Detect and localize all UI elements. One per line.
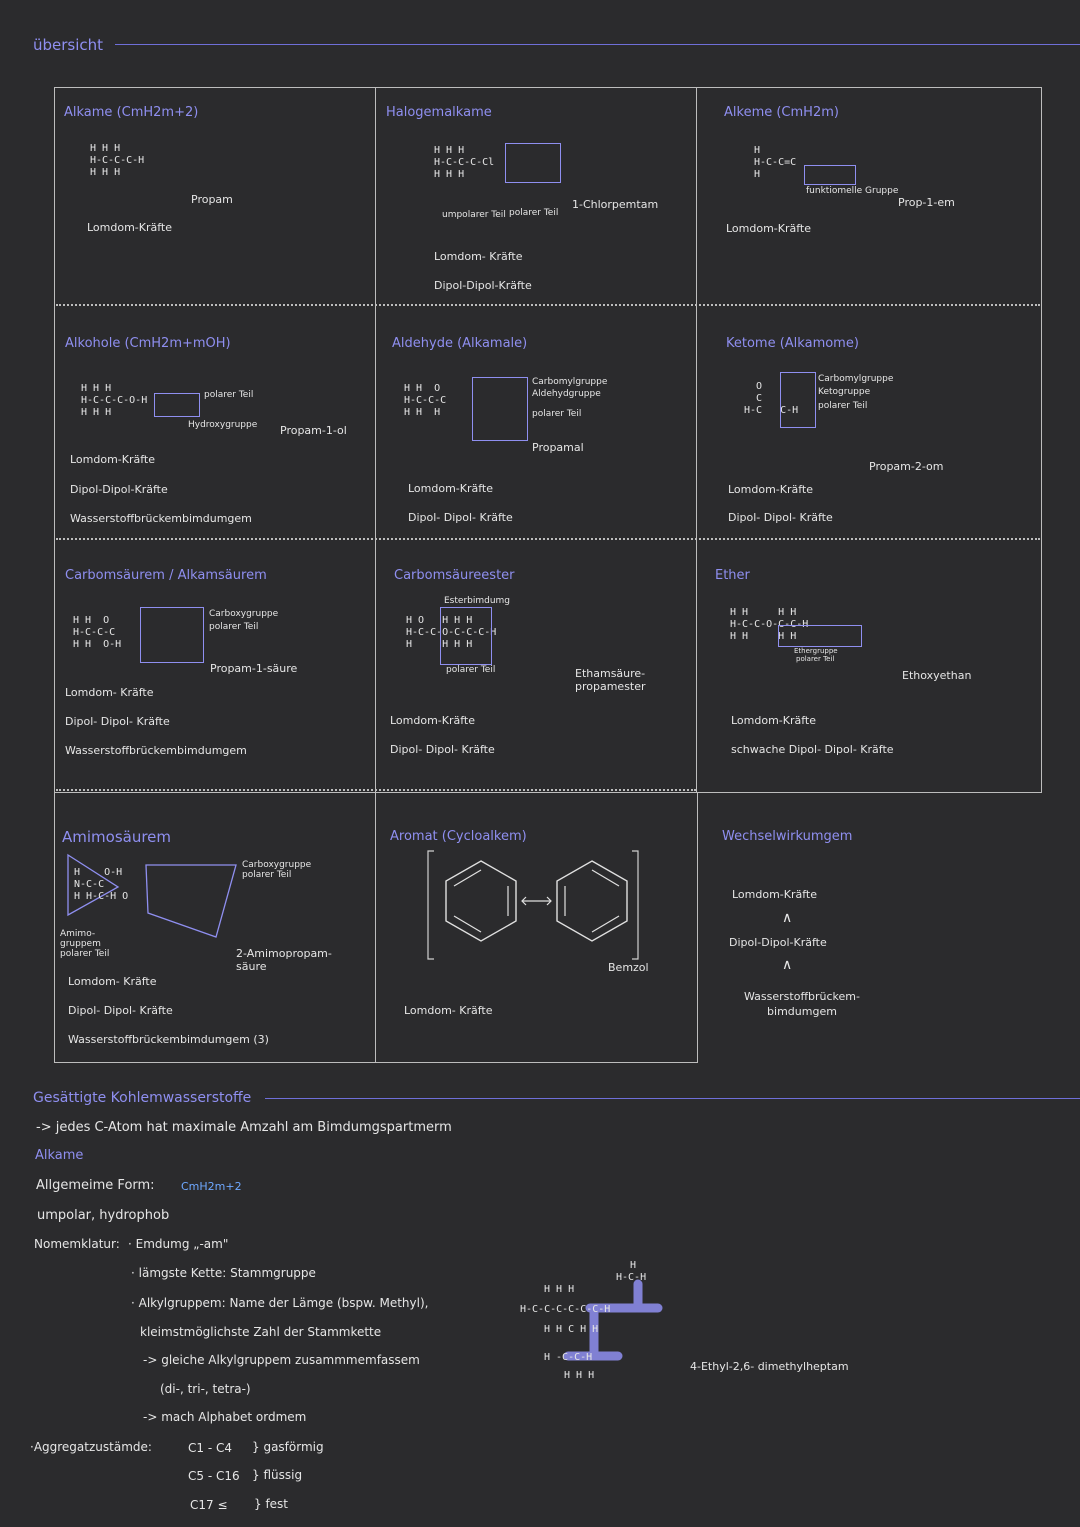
cell-title: Aldehyde (Alkamale)	[392, 336, 528, 351]
compound-name: Propam	[191, 193, 233, 206]
force-item: Dipol- Dipol- Kräfte	[68, 1004, 173, 1017]
compound-name: Prop-1-em	[898, 196, 955, 209]
aldehyde-group-note: Aldehydgruppe	[532, 389, 601, 399]
structure-formula: H O-H N-C-C H H-C-H O	[74, 867, 129, 902]
svg-text:H-C-C-C-C-C-C-H: H-C-C-C-C-C-C-H	[520, 1304, 611, 1315]
section-subtitle: Alkame	[35, 1148, 84, 1163]
cell-title: Amimosäurem	[62, 828, 172, 846]
nomenclature-rule: (di-, tri-, tetra-)	[160, 1382, 251, 1396]
overview-title: übersicht	[33, 36, 104, 54]
cell-title: Ketome (Alkamome)	[726, 336, 859, 351]
cell-title: Carbomsäurem / Alkamsäurem	[65, 568, 267, 583]
carbonyl-note: Carbomylgruppe	[818, 374, 894, 384]
compound-name: 2-Amimopropam-säure	[236, 947, 332, 973]
compound-name: 1-Chlorpemtam	[572, 198, 659, 211]
polar-note: polarer Teil	[818, 401, 868, 411]
aggregate-range: C5 - C16	[188, 1469, 240, 1483]
structure-formula: H H O H-C-C-C H H O-H	[73, 615, 122, 650]
cell-title: Alkeme (CmH2m)	[724, 105, 839, 120]
svg-text:H H H: H H H	[564, 1370, 595, 1381]
grid-vline-2	[696, 87, 697, 793]
structure-formula: H H H H-C-C-C-Cl H H H	[434, 145, 495, 180]
aggregate-state: } gasförmig	[252, 1440, 324, 1454]
overview-rule	[115, 44, 1080, 45]
polar-part-box	[440, 607, 492, 665]
polar-note: polarer Teil	[796, 655, 835, 663]
polar-note: polarer Teil	[209, 622, 259, 632]
section-line: -> jedes C-Atom hat maximale Amzahl am Bimdumgspartmerm	[36, 1120, 452, 1135]
force-item: Dipol-Dipol-Kräfte	[70, 483, 168, 496]
polar-part-box	[154, 393, 200, 417]
carboxy-group-shape	[142, 861, 242, 941]
force-item: Lomdom- Kräfte	[434, 250, 523, 263]
compound-name: Propamal	[532, 441, 584, 454]
structure-formula: H H H H-C-C-C-H H H H	[90, 143, 145, 178]
nomenclature-rule: · Emdumg „-am"	[128, 1237, 229, 1251]
force-item: Wasserstoffbrückembimdumgem (3)	[68, 1033, 269, 1046]
force-item: Dipol-Dipol-Kräfte	[434, 279, 532, 292]
force-item: Dipol- Dipol- Kräfte	[65, 715, 170, 728]
force-item: Lomdom-Kräfte	[87, 221, 173, 234]
carboxy-note: Carboxygruppe	[209, 609, 279, 619]
compound-name: Propam-1-ol	[280, 424, 347, 437]
force-item: Lomdom- Kräfte	[68, 975, 157, 988]
polar-note: polarer Teil	[446, 665, 496, 675]
nomenclature-rule: · Alkylgruppem: Name der Lämge (bspw. Methyl),	[131, 1296, 429, 1310]
structure-formula: O C H-C C-H	[744, 381, 799, 416]
grid-vline-1	[375, 87, 376, 1063]
force-item: Lomdom-Kräfte	[70, 453, 156, 466]
svg-text:H H H: H H H	[544, 1284, 575, 1295]
force-item: Lomdom-Kräfte	[728, 483, 814, 496]
overview-grid	[54, 87, 1042, 1063]
svg-text:H H C H H: H H C H H	[544, 1324, 599, 1335]
interaction-item: Wasserstoffbrückem-bimdumgem	[744, 990, 860, 1018]
cell-title: Alkohole (CmH2m+mOH)	[65, 336, 231, 351]
force-item: Lomdom- Kräfte	[65, 686, 154, 699]
compound-name: Ethoxyethan	[902, 669, 972, 682]
aggregate-state: } flüssig	[252, 1468, 303, 1482]
aggregate-range: C17 ≤	[190, 1498, 228, 1512]
polar-part-box	[780, 372, 816, 428]
aggregate-state: } fest	[254, 1497, 289, 1511]
force-item: Lomdom-Kräfte	[390, 714, 476, 727]
polar-note: polarer Teil	[204, 390, 254, 400]
compound-name: Propam-1-säure	[210, 662, 298, 675]
ester-bond-note: Esterbimdumg	[444, 596, 511, 606]
amino-note: Amimo-gruppem polarer Teil	[60, 929, 110, 959]
general-form-label: Allgemeime Form:	[36, 1178, 155, 1193]
svg-text:H: H	[630, 1260, 637, 1271]
aggregate-label: ·Aggregatzustämde:	[30, 1440, 152, 1454]
cell-title: Ether	[715, 568, 750, 583]
example-structure-drawing	[518, 1258, 698, 1388]
force-item: Dipol- Dipol- Kräfte	[390, 743, 495, 756]
carboxy-note: Carboxygruppe polarer Teil	[242, 860, 312, 880]
row-divider-1	[56, 304, 1040, 306]
cell-title: Alkame (CmH2m+2)	[64, 105, 199, 120]
example-compound-name: 4-Ethyl-2,6- dimethylheptam	[690, 1360, 849, 1373]
compound-name: Ethamsäure-propamester	[575, 667, 646, 693]
cell-title: Aromat (Cycloalkem)	[390, 829, 527, 844]
force-item: Wasserstoffbrückembimdumgem	[70, 512, 252, 525]
nonpolar-note: umpolarer Teil	[442, 210, 506, 220]
force-item: Lomdom-Kräfte	[731, 714, 817, 727]
polar-part-box	[472, 377, 528, 441]
polar-note: polarer Teil	[509, 208, 559, 218]
cell-title: Carbomsäureester	[394, 568, 515, 583]
svg-text:H-C-H: H-C-H	[616, 1272, 647, 1283]
structure-formula: H H-C-C=C H	[754, 145, 797, 180]
structure-formula: H H H H H-C-C-O-C-C-H H H H H	[730, 607, 809, 642]
compound-name: Propam-2-om	[869, 460, 944, 473]
polar-part-box	[140, 607, 204, 663]
force-item: Lomdom-Kräfte	[408, 482, 494, 495]
nomenclature-label: Nomemklatur:	[34, 1237, 120, 1251]
polar-part-box	[505, 143, 561, 183]
section-rule	[265, 1098, 1080, 1099]
functional-group-box	[804, 165, 856, 185]
cell-title: Halogemalkame	[386, 105, 492, 120]
keto-note: Ketogruppe	[818, 387, 871, 397]
force-item: Dipol- Dipol- Kräfte	[408, 511, 513, 524]
cell-title: Wechselwirkumgem	[722, 829, 853, 844]
force-item: Lomdom-Kräfte	[726, 222, 812, 235]
force-item: Dipol- Dipol- Kräfte	[728, 511, 833, 524]
force-item: Wasserstoffbrückembimdumgem	[65, 744, 247, 757]
property-text: umpolar, hydrophob	[37, 1208, 170, 1223]
force-item: Lomdom- Kräfte	[404, 1004, 493, 1017]
polar-part-box	[778, 625, 862, 647]
row-divider-3	[56, 789, 696, 791]
weaker-than-sign: ∧	[782, 957, 793, 973]
row-divider-2	[56, 538, 1040, 540]
weaker-than-sign: ∧	[782, 910, 793, 926]
compound-name: Bemzol	[608, 961, 649, 974]
interaction-item: Lomdom-Kräfte	[732, 888, 818, 901]
svg-text:H -C-C-H: H -C-C-H	[544, 1352, 593, 1363]
aggregate-range: C1 - C4	[188, 1441, 232, 1455]
force-item: schwache Dipol- Dipol- Kräfte	[731, 743, 894, 756]
section-title: Gesättigte Kohlemwasserstoffe	[33, 1090, 252, 1106]
hydroxy-note: Hydroxygruppe	[188, 420, 258, 430]
ether-group-note: Ethergruppe	[794, 647, 838, 655]
nomenclature-rule: -> mach Alphabet ordmem	[143, 1410, 307, 1424]
interaction-item: Dipol-Dipol-Kräfte	[729, 936, 827, 949]
structure-formula: H H O H-C-C-C H H H	[404, 383, 447, 418]
functional-group-note: funktiomelle Gruppe	[806, 186, 899, 196]
carbonyl-note: Carbomylgruppe	[532, 377, 608, 387]
nomenclature-rule: kleimstmöglichste Zahl der Stammkette	[140, 1325, 382, 1339]
polar-note: polarer Teil	[532, 409, 582, 419]
structure-formula: H H H H-C-C-C-O-H H H H	[81, 383, 148, 418]
general-formula: CmH2m+2	[181, 1180, 242, 1193]
nomenclature-rule: · lämgste Kette: Stammgruppe	[131, 1266, 316, 1280]
nomenclature-rule: -> gleiche Alkylgruppem zusammmemfassem	[143, 1353, 420, 1367]
structure-formula: H O H H H H-C-C-O-C-C-C-H H H H H	[406, 615, 497, 650]
benzene-resonance-drawing	[426, 847, 646, 967]
